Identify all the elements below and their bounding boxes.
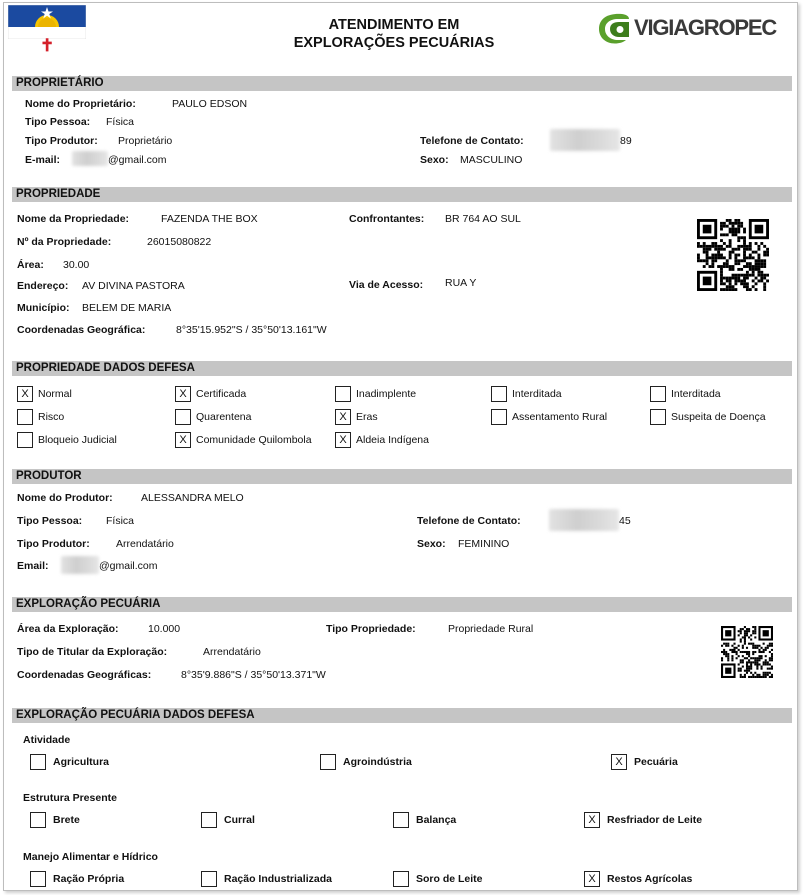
checkbox[interactable]	[30, 754, 46, 770]
atividade-label: Atividade	[23, 734, 71, 746]
proprietario-nome-label: Nome do Proprietário:	[25, 98, 136, 110]
redacted-phone-produtor	[549, 509, 619, 531]
produtor-tipo-pessoa-label: Tipo Pessoa:	[17, 515, 83, 527]
checkbox-label: Soro de Leite	[416, 873, 483, 885]
exploracao-area-label: Área da Exploração:	[17, 623, 119, 635]
checkbox-label: Bloqueio Judicial	[38, 434, 117, 446]
checkbox[interactable]	[491, 386, 507, 402]
propriedade-municipio-value: BELEM DE MARIA	[82, 302, 172, 314]
checkbox[interactable]	[491, 409, 507, 425]
checkbox[interactable]	[393, 812, 409, 828]
proprietario-email-label: E-mail:	[25, 154, 61, 166]
produtor-tipo-produtor-label: Tipo Produtor:	[17, 538, 90, 550]
proprietario-email-value: @gmail.com	[108, 154, 167, 166]
exploracao-titular-label: Tipo de Titular da Exploração:	[17, 646, 168, 658]
checkbox-label: Brete	[53, 814, 80, 826]
checkbox-label: Comunidade Quilombola	[196, 434, 312, 446]
checkbox-label: Resfriador de Leite	[607, 814, 703, 826]
vigiagropec-logo	[596, 11, 776, 45]
proprietario-tipo-pessoa-label: Tipo Pessoa:	[25, 116, 91, 128]
produtor-email-value: @gmail.com	[99, 560, 158, 572]
propriedade-area-value: 30.00	[63, 259, 90, 271]
checkbox[interactable]	[650, 409, 666, 425]
checkbox[interactable]	[393, 871, 409, 887]
checkbox-label: Certificada	[196, 388, 247, 400]
redacted-email	[72, 151, 108, 166]
proprietario-sexo-value: MASCULINO	[460, 154, 523, 166]
produtor-nome-label: Nome do Produtor:	[17, 492, 113, 504]
propriedade-area-label: Área:	[17, 259, 44, 271]
checkbox-label: Agricultura	[53, 756, 110, 768]
checkbox-label: Assentamento Rural	[512, 411, 608, 423]
proprietario-telefone-value: 89	[620, 135, 632, 147]
checkbox-label: Inadimplente	[356, 388, 417, 400]
checkbox-label: Balança	[416, 814, 457, 826]
checkbox[interactable]	[335, 386, 351, 402]
checkbox[interactable]	[175, 409, 191, 425]
manejo-label: Manejo Alimentar e Hídrico	[23, 851, 158, 863]
propriedade-nome-value: FAZENDA THE BOX	[161, 213, 258, 225]
checkbox[interactable]: X	[335, 432, 351, 448]
checkbox[interactable]	[17, 409, 33, 425]
propriedade-coord-value: 8°35'15.952"S / 35°50'13.161"W	[176, 324, 327, 336]
proprietario-tipo-produtor-label: Tipo Produtor:	[25, 135, 98, 147]
checkbox[interactable]	[650, 386, 666, 402]
propriedade-via-value: RUA Y	[445, 277, 477, 289]
proprietario-telefone-label: Telefone de Contato:	[420, 135, 524, 147]
propriedade-coord-label: Coordenadas Geográfica:	[17, 324, 146, 336]
checkbox[interactable]: X	[584, 812, 600, 828]
proprietario-sexo-label: Sexo:	[420, 154, 449, 166]
produtor-sexo-label: Sexo:	[417, 538, 446, 550]
checkbox-label: Interditada	[512, 388, 562, 400]
checkbox-label: Curral	[224, 814, 255, 826]
section-exploracao-defesa-header: EXPLORAÇÃO PECUÁRIA DADOS DEFESA	[12, 708, 792, 723]
checkbox-label: Risco	[38, 411, 65, 423]
exploracao-tipo-prop-value: Propriedade Rural	[448, 623, 534, 635]
checkbox-label: Aldeia Indígena	[356, 434, 429, 446]
exploracao-tipo-prop-label: Tipo Propriedade:	[326, 623, 416, 635]
propriedade-municipio-label: Município:	[17, 302, 70, 314]
redacted-phone	[550, 129, 620, 151]
propriedade-via-label: Via de Acesso:	[349, 279, 424, 291]
exploracao-coord-value: 8°35'9.886"S / 35°50'13.371"W	[181, 669, 326, 681]
exploracao-titular-value: Arrendatário	[203, 646, 261, 658]
checkbox[interactable]	[30, 812, 46, 828]
checkbox[interactable]	[201, 871, 217, 887]
checkbox[interactable]: X	[335, 409, 351, 425]
checkbox-label: Pecuária	[634, 756, 678, 768]
section-propriedade-header: PROPRIEDADE	[12, 187, 792, 202]
checkbox-label: Normal	[38, 388, 72, 400]
title-line-2: EXPLORAÇÕES PECUÁRIAS	[293, 35, 495, 51]
checkbox[interactable]: X	[611, 754, 627, 770]
propriedade-numero-value: 26015080822	[147, 236, 212, 248]
section-produtor-header: PRODUTOR	[12, 469, 792, 484]
leaf-logo-icon	[596, 11, 632, 45]
document-page	[3, 2, 798, 891]
checkbox[interactable]: X	[175, 432, 191, 448]
document-title	[214, 16, 574, 52]
produtor-email-label: Email:	[17, 560, 49, 572]
checkbox[interactable]	[30, 871, 46, 887]
cross-icon: ✝	[40, 36, 55, 55]
checkbox-label: Suspeita de Doença	[671, 411, 766, 423]
produtor-telefone-label: Telefone de Contato:	[417, 515, 521, 527]
checkbox-label: Agroindústria	[343, 756, 412, 768]
propriedade-nome-label: Nome da Propriedade:	[17, 213, 130, 225]
exploracao-coord-label: Coordenadas Geográficas:	[17, 669, 152, 681]
section-propriedade-defesa-header: PROPRIEDADE DADOS DEFESA	[12, 361, 792, 376]
checkbox[interactable]: X	[584, 871, 600, 887]
produtor-tipo-pessoa-value: Física	[106, 515, 135, 527]
produtor-tipo-produtor-value: Arrendatário	[116, 538, 174, 550]
propriedade-confrontantes-label: Confrontantes:	[349, 213, 425, 225]
checkbox[interactable]	[201, 812, 217, 828]
title-line-1: ATENDIMENTO EM	[328, 17, 460, 33]
logo-text: VIGIAGROPEC	[634, 15, 777, 40]
section-exploracao-header: EXPLORAÇÃO PECUÁRIA	[12, 597, 792, 612]
proprietario-tipo-pessoa-value: Física	[106, 116, 135, 128]
pernambuco-flag-icon	[8, 5, 86, 39]
checkbox[interactable]: X	[175, 386, 191, 402]
checkbox-label: Restos Agrícolas	[607, 873, 693, 885]
section-proprietario-header: PROPRIETÁRIO	[12, 76, 792, 91]
propriedade-numero-label: Nº da Propriedade:	[17, 236, 112, 248]
checkbox-label: Eras	[356, 411, 378, 423]
proprietario-tipo-produtor-value: Proprietário	[118, 135, 173, 147]
checkbox[interactable]	[17, 432, 33, 448]
propriedade-endereco-label: Endereço:	[17, 280, 69, 292]
qr-code-icon	[697, 219, 769, 291]
proprietario-nome-value: PAULO EDSON	[172, 98, 248, 110]
exploracao-area-value: 10.000	[148, 623, 181, 635]
produtor-telefone-value: 45	[619, 515, 631, 527]
produtor-sexo-value: FEMININO	[458, 538, 510, 550]
checkbox-label: Quarentena	[196, 411, 252, 423]
checkbox-label: Interditada	[671, 388, 721, 400]
checkbox[interactable]: X	[17, 386, 33, 402]
redacted-email-produtor	[61, 556, 99, 574]
propriedade-confrontantes-value: BR 764 AO SUL	[445, 213, 521, 225]
checkbox[interactable]	[320, 754, 336, 770]
checkbox-label: Ração Industrializada	[224, 873, 332, 885]
produtor-nome-value: ALESSANDRA MELO	[141, 492, 244, 504]
qr-code-icon	[721, 626, 773, 678]
checkbox-label: Ração Própria	[53, 873, 125, 885]
estrutura-label: Estrutura Presente	[23, 792, 117, 804]
propriedade-endereco-value: AV DIVINA PASTORA	[82, 280, 185, 292]
